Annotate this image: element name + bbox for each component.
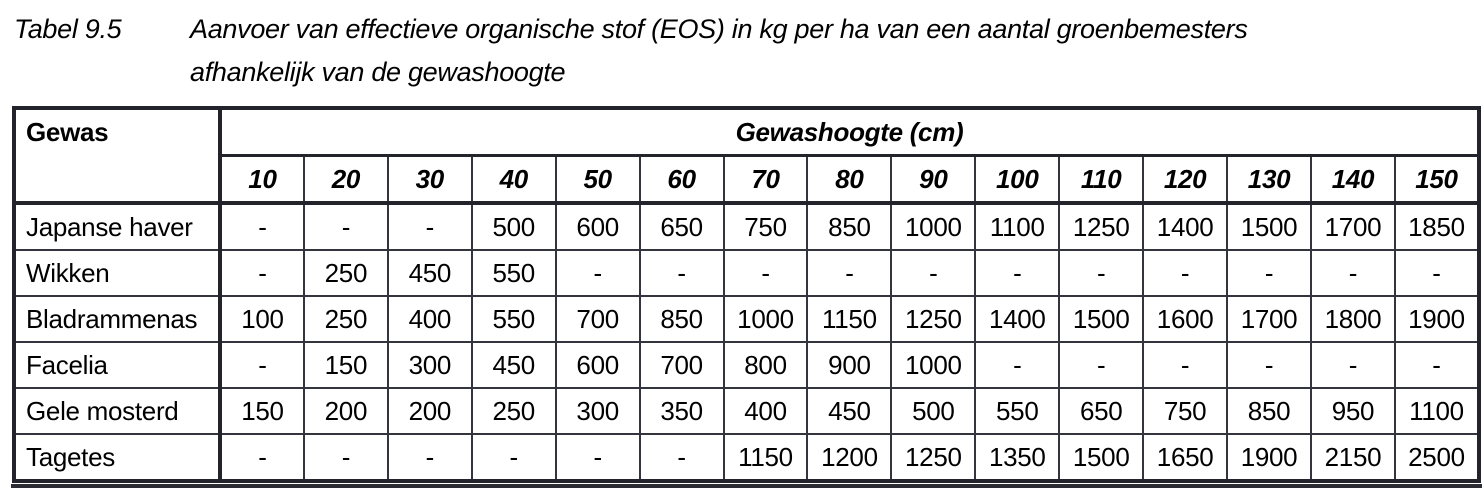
table-cell: 700 — [640, 342, 724, 388]
table-cell: 200 — [388, 388, 472, 434]
table-cell: - — [556, 434, 640, 481]
column-header: 130 — [1227, 156, 1311, 204]
table-cell: - — [724, 250, 808, 296]
table-cell: - — [1395, 250, 1479, 296]
table-cell: 200 — [304, 388, 388, 434]
table-cell: 400 — [388, 296, 472, 342]
table-cell: 450 — [807, 388, 891, 434]
table-cell: 1200 — [807, 434, 891, 481]
column-header: 40 — [472, 156, 556, 204]
table-cell: 550 — [975, 388, 1059, 434]
table-cell: 1800 — [1311, 296, 1395, 342]
table-cell: 1600 — [1143, 296, 1227, 342]
table-cell: - — [640, 434, 724, 481]
table-cell: 1650 — [1143, 434, 1227, 481]
table-cell: 850 — [807, 203, 891, 250]
table-cell: 750 — [724, 203, 808, 250]
table-cell: 1100 — [1395, 388, 1479, 434]
table-cell: 700 — [556, 296, 640, 342]
table-cell: 150 — [304, 342, 388, 388]
table-cell: 350 — [640, 388, 724, 434]
table-cell: 1000 — [891, 203, 975, 250]
column-header: 80 — [807, 156, 891, 204]
table-cell: 150 — [220, 388, 304, 434]
table-cell: 650 — [640, 203, 724, 250]
column-header: 50 — [556, 156, 640, 204]
table-cell: 550 — [472, 296, 556, 342]
table-cell: 1350 — [975, 434, 1059, 481]
table-cell: - — [220, 203, 304, 250]
table-cell: - — [472, 434, 556, 481]
table-cell: 900 — [807, 342, 891, 388]
table-caption — [0, 0, 1483, 94]
table-cell: 450 — [388, 250, 472, 296]
row-label: Tagetes — [14, 434, 220, 481]
table-cell: 1150 — [724, 434, 808, 481]
table-cell: 1850 — [1395, 203, 1479, 250]
table-cell: - — [1227, 250, 1311, 296]
column-header: 120 — [1143, 156, 1227, 204]
caption-text — [190, 8, 1248, 94]
table-cell: 750 — [1143, 388, 1227, 434]
table-cell: - — [1227, 342, 1311, 388]
table-cell: 250 — [304, 296, 388, 342]
column-header: 30 — [388, 156, 472, 204]
table-cell: 1000 — [891, 342, 975, 388]
table-cell: 250 — [472, 388, 556, 434]
caption-line-1: Aanvoer van effectieve organische stof (EOS) in kg per ha van een aantal groenbemesters — [190, 14, 1248, 44]
table-cell: 1500 — [1059, 434, 1143, 481]
table-cell: 1250 — [1059, 203, 1143, 250]
eos-table — [12, 106, 1481, 483]
row-label: Facelia — [14, 342, 220, 388]
table-cell: - — [1059, 342, 1143, 388]
table-cell: 550 — [472, 250, 556, 296]
table-cell: - — [304, 203, 388, 250]
column-header: 20 — [304, 156, 388, 204]
table-cell: 1250 — [891, 296, 975, 342]
table-cell: 600 — [556, 203, 640, 250]
row-label: Wikken — [14, 250, 220, 296]
table-cell: 1900 — [1395, 296, 1479, 342]
column-header: 140 — [1311, 156, 1395, 204]
table-cell: - — [220, 342, 304, 388]
header-row-span — [14, 108, 1479, 156]
row-label: Gele mosterd — [14, 388, 220, 434]
table-cell: - — [975, 250, 1059, 296]
column-header: 90 — [891, 156, 975, 204]
column-header: 110 — [1059, 156, 1143, 204]
row-label: Japanse haver — [14, 203, 220, 250]
table-cell: 1500 — [1227, 203, 1311, 250]
table-cell: 600 — [556, 342, 640, 388]
table-cell: 1000 — [724, 296, 808, 342]
table-row — [14, 203, 1479, 250]
table-cell: - — [556, 250, 640, 296]
table-cell: - — [1143, 250, 1227, 296]
table-cell: 500 — [891, 388, 975, 434]
table-row — [14, 296, 1479, 342]
table-cell: - — [807, 250, 891, 296]
span-header: Gewashoogte (cm) — [220, 108, 1479, 156]
table-cell: 1400 — [1143, 203, 1227, 250]
table-cell: 250 — [304, 250, 388, 296]
header-row-columns — [14, 156, 1479, 204]
column-header: 70 — [724, 156, 808, 204]
table-cell: 450 — [472, 342, 556, 388]
table-row — [14, 434, 1479, 481]
caption-line-2: afhankelijk van de gewashoogte — [190, 57, 566, 87]
table-cell: 1500 — [1059, 296, 1143, 342]
table-cell: - — [388, 434, 472, 481]
table-row — [14, 250, 1479, 296]
table-cell: - — [220, 434, 304, 481]
table-cell: 100 — [220, 296, 304, 342]
table-cell: 1250 — [891, 434, 975, 481]
table-cell: - — [220, 250, 304, 296]
column-header: 100 — [975, 156, 1059, 204]
column-header: 10 — [220, 156, 304, 204]
table-cell: 850 — [640, 296, 724, 342]
table-bottom-rule — [11, 484, 1482, 488]
table-cell: 950 — [1311, 388, 1395, 434]
table-row — [14, 342, 1479, 388]
table-cell: - — [1311, 250, 1395, 296]
row-label: Bladrammenas — [14, 296, 220, 342]
table-cell: 1400 — [975, 296, 1059, 342]
table-cell: - — [1395, 342, 1479, 388]
table-cell: - — [1311, 342, 1395, 388]
column-header: 150 — [1395, 156, 1479, 204]
table-cell: 650 — [1059, 388, 1143, 434]
table-cell: - — [388, 203, 472, 250]
table-cell: 500 — [472, 203, 556, 250]
table-cell: - — [1143, 342, 1227, 388]
table-cell: 850 — [1227, 388, 1311, 434]
table-cell: 1150 — [807, 296, 891, 342]
table-row — [14, 388, 1479, 434]
table-cell: 300 — [388, 342, 472, 388]
table-cell: 2150 — [1311, 434, 1395, 481]
corner-header: Gewas — [14, 108, 220, 203]
table-cell: 1100 — [975, 203, 1059, 250]
table-cell: - — [975, 342, 1059, 388]
table-cell: 2500 — [1395, 434, 1479, 481]
table-number: Tabel 9.5 — [14, 14, 122, 44]
column-header: 60 — [640, 156, 724, 204]
table-cell: - — [640, 250, 724, 296]
table-cell: 400 — [724, 388, 808, 434]
table-cell: 1700 — [1227, 296, 1311, 342]
table-cell: - — [304, 434, 388, 481]
table-cell: 800 — [724, 342, 808, 388]
table-cell: - — [891, 250, 975, 296]
table-cell: 1900 — [1227, 434, 1311, 481]
table-cell: 1700 — [1311, 203, 1395, 250]
table-cell: 300 — [556, 388, 640, 434]
table-cell: - — [1059, 250, 1143, 296]
